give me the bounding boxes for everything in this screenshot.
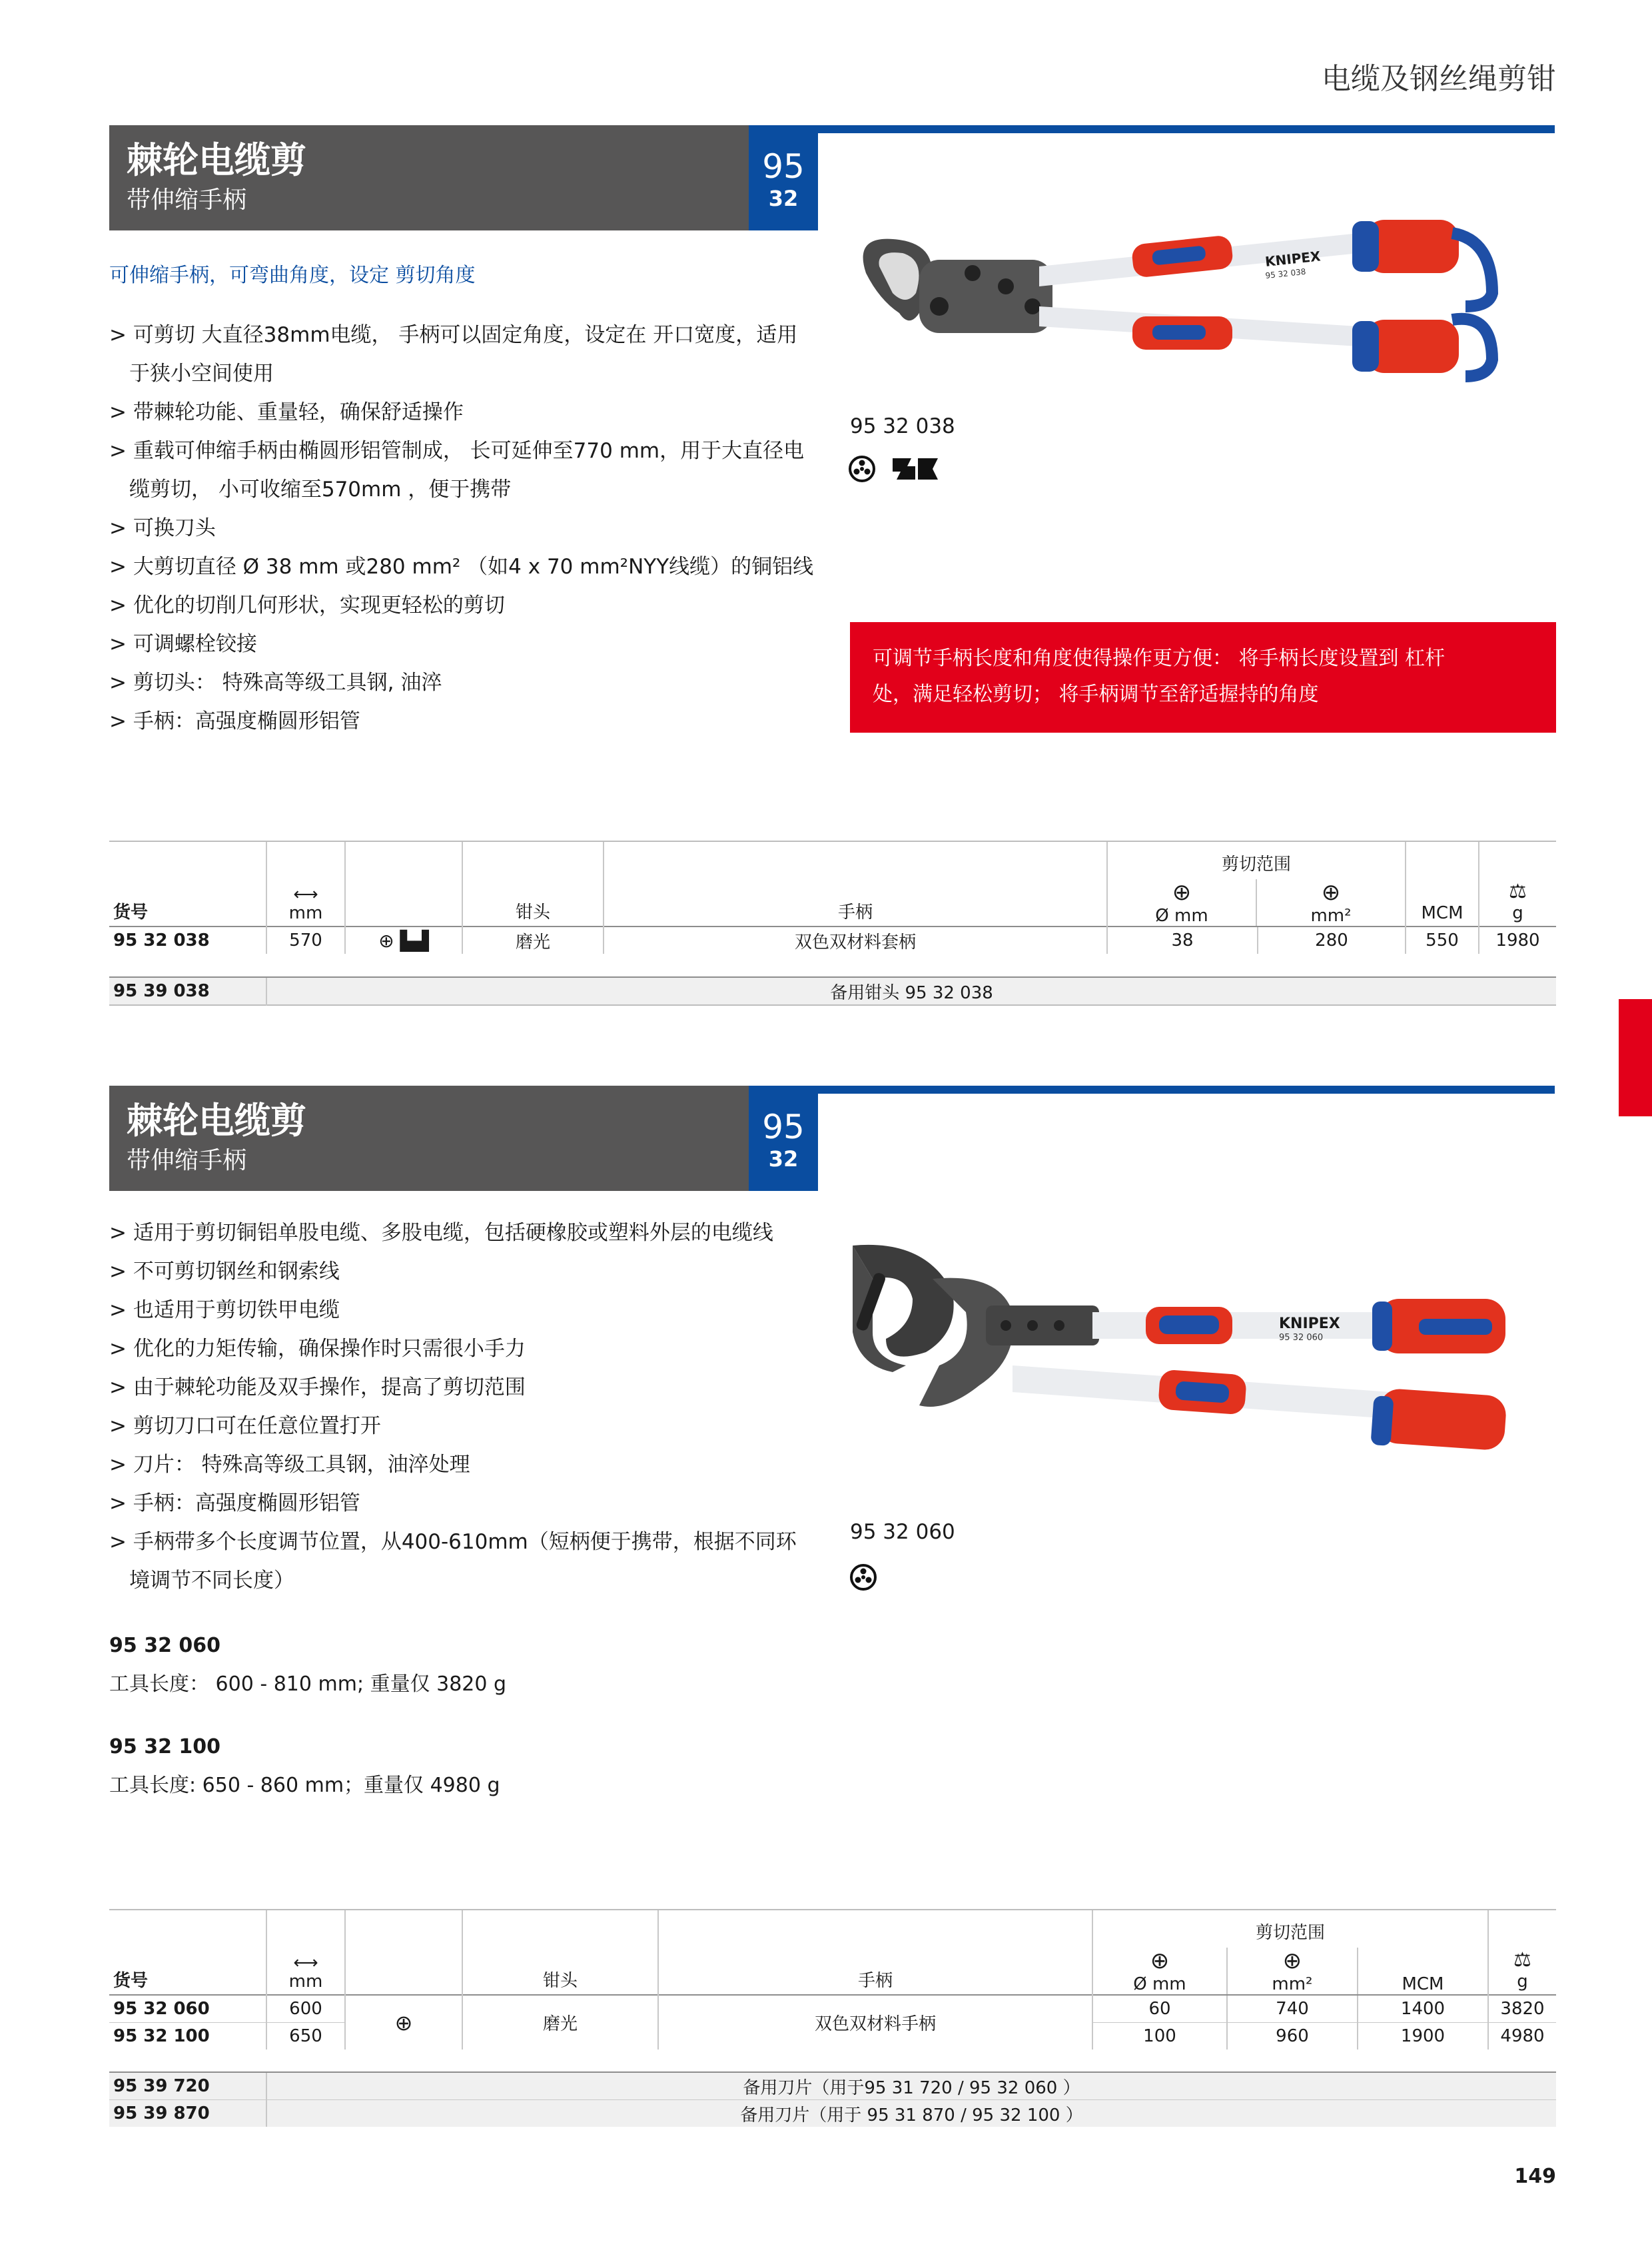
col-length	[266, 1910, 345, 1995]
weight-unit: g	[1512, 903, 1523, 923]
section2-code-sub: 32	[768, 1146, 799, 1172]
cable-cutter-image-1	[839, 193, 1559, 420]
list-item: > 大剪切直径 Ø 38 mm 或280 mm² （如4 x 70 mm²NYY线缆）的铜铝线	[109, 555, 814, 579]
col-article: 货号	[109, 841, 266, 927]
row-mcm: 1900	[1358, 2023, 1488, 2050]
callout-text: 可调节手柄长度和角度使得操作更方便： 将手柄长度设置到 杠杆处，满足轻松剪切； 将手柄调节至舒适握持的角度	[873, 647, 1446, 706]
col-handle: 手柄	[658, 1910, 1092, 1995]
table-row	[109, 2072, 1556, 2100]
section2-spec-table	[109, 1909, 1556, 2050]
row-head: 磨光	[462, 1995, 658, 2050]
row-symbols-icon: ⊕ ▙▟	[345, 927, 462, 954]
spare-desc: 备用刀片（用于 95 31 870 / 95 32 100 ）	[266, 2100, 1556, 2127]
list-item: > 可剪切 大直径38mm电缆， 手柄可以固定角度，设定在 开口宽度，适用于狭小空间使用	[109, 323, 798, 386]
section1-feature-line: 可伸缩手柄，可弯曲角度，设定 剪切角度	[109, 264, 476, 287]
list-item: > 优化的力矩传输，确保操作时只需很小手力	[109, 1337, 526, 1361]
list-item: > 适用于剪切铜铝单股电缆、多股电缆，包括硬橡胶或塑料外层的电缆线	[109, 1221, 773, 1245]
table-row	[109, 2100, 1556, 2127]
section1-spec-table	[109, 841, 1556, 954]
col-article: 货号	[109, 1910, 266, 1995]
variant2-code: 95 32 100	[109, 1735, 221, 1758]
variant1-code: 95 32 060	[109, 1634, 221, 1657]
col-length	[266, 841, 345, 927]
row-article: 95 32 100	[109, 2023, 266, 2050]
cut-range-group	[1107, 841, 1406, 927]
spare-article: 95 39 038	[109, 977, 266, 1005]
spare-desc: 备用刀片（用于95 31 720 / 95 32 060 ）	[266, 2072, 1556, 2100]
arrow-left-right-icon: ⟷	[293, 1953, 318, 1973]
cut-range-label: 剪切范围	[1221, 855, 1291, 875]
arrow-left-right-icon: ⟷	[293, 885, 318, 905]
length-unit: mm	[288, 903, 323, 923]
col-head: 钳头	[462, 841, 604, 927]
chapter-tab	[1619, 999, 1652, 1116]
row-diameter: 60	[1092, 1995, 1227, 2023]
col-handle: 手柄	[604, 841, 1107, 927]
col-diameter	[1093, 1948, 1226, 1994]
section2-code-main: 95	[762, 1108, 805, 1146]
row-symbols-icon: ⊕	[345, 1995, 462, 2050]
row-article: 95 32 038	[109, 927, 266, 954]
section1-title: 棘轮电缆剪	[127, 139, 306, 181]
section2-bullet-list	[109, 1214, 815, 1600]
section2-variant2	[109, 1728, 500, 1805]
section1-code-box	[749, 125, 818, 230]
row-diameter: 100	[1092, 2023, 1227, 2050]
section1-spare-table	[109, 976, 1556, 1006]
row-diameter: 38	[1107, 927, 1258, 954]
col-mcm: MCM	[1406, 841, 1479, 927]
col-diameter	[1108, 879, 1256, 926]
list-item: > 手柄：高强度椭圆形铝管	[109, 709, 360, 733]
scale-icon: ⚖	[1513, 1948, 1531, 1972]
diameter-unit: Ø mm	[1133, 1974, 1186, 1994]
section1-title-box	[109, 125, 749, 230]
mcm-label: MCM	[1402, 1974, 1444, 1994]
row-length: 600	[266, 1995, 345, 2023]
length-unit: mm	[288, 1972, 323, 1992]
cable-round-icon: ⊕	[1282, 1948, 1302, 1974]
section2-title: 棘轮电缆剪	[127, 1100, 306, 1142]
table-row	[109, 927, 1556, 954]
spare-desc: 备用钳头 95 32 038	[266, 977, 1556, 1005]
list-item: > 重载可伸缩手柄由椭圆形铝管制成， 长可延伸至770 mm，用于大直径电缆剪切， 小可收缩至570mm ，便于携带	[109, 439, 805, 502]
list-item: > 由于棘轮功能及双手操作，提高了剪切范围	[109, 1375, 526, 1399]
tool1-code: 95 32 038	[1264, 266, 1307, 280]
section2-product-code: 95 32 060	[850, 1520, 955, 1544]
col-area	[1256, 879, 1405, 926]
row-weight: 1980	[1479, 927, 1556, 954]
area-unit: mm²	[1272, 1974, 1313, 1994]
row-mcm: 1400	[1358, 1995, 1488, 2023]
section2-variant1	[109, 1627, 506, 1704]
list-item: > 剪切头： 特殊高等级工具钢, 油淬	[109, 671, 442, 695]
section1-product-code: 95 32 038	[850, 414, 955, 438]
scale-icon: ⚖	[1509, 880, 1527, 903]
row-area: 960	[1227, 2023, 1358, 2050]
diameter-unit: Ø mm	[1155, 906, 1208, 926]
section1-callout	[850, 622, 1556, 733]
col-symbols	[345, 1910, 462, 1995]
row-area: 280	[1258, 927, 1406, 954]
cutting-symbols-icon	[849, 454, 942, 484]
row-article: 95 32 060	[109, 1995, 266, 2023]
row-area: 740	[1227, 1995, 1358, 2023]
weight-unit: g	[1517, 1972, 1528, 1992]
list-item: > 优化的切削几何形状，实现更轻松的剪切	[109, 593, 505, 617]
list-item: > 带棘轮功能、重量轻，确保舒适操作	[109, 400, 464, 424]
spare-article: 95 39 720	[109, 2072, 266, 2100]
list-item: > 刀片： 特殊高等级工具钢，油淬处理	[109, 1453, 470, 1477]
list-item: > 手柄：高强度椭圆形铝管	[109, 1491, 360, 1515]
list-item: > 不可剪切钢丝和钢索线	[109, 1260, 340, 1284]
cable-cutter-image-2	[846, 1232, 1559, 1485]
page-number: 149	[1514, 2165, 1556, 2188]
cable-round-icon: ⊕	[1150, 1948, 1170, 1974]
cable-round-icon: ⊕	[1172, 879, 1192, 906]
section2-spare-table	[109, 2071, 1556, 2127]
section1-bullet-list	[109, 316, 815, 741]
variant2-spec: 工具长度: 650 - 860 mm；重量仅 4980 g	[109, 1774, 500, 1797]
list-item: > 可换刀头	[109, 516, 216, 540]
col-symbols	[345, 841, 462, 927]
col-weight	[1488, 1910, 1556, 1995]
row-length: 650	[266, 2023, 345, 2050]
section2-title-box	[109, 1086, 749, 1191]
row-length: 570	[266, 927, 345, 954]
row-mcm: 550	[1406, 927, 1479, 954]
list-item: > 剪切刀口可在任意位置打开	[109, 1414, 381, 1438]
spare-article: 95 39 870	[109, 2100, 266, 2127]
tool1-brand: KNIPEX	[1264, 248, 1322, 270]
table-row	[109, 977, 1556, 1005]
section1-code-main: 95	[762, 147, 805, 186]
list-item: > 可调螺栓铰接	[109, 632, 257, 656]
section2-blue-rule	[818, 1086, 1555, 1094]
section2-subtitle: 带伸缩手柄	[127, 1147, 247, 1174]
cut-range-label: 剪切范围	[1255, 1923, 1325, 1943]
section1-subtitle: 带伸缩手柄	[127, 187, 247, 214]
row-weight: 3820	[1488, 1995, 1556, 2023]
variant1-spec: 工具长度： 600 - 810 mm; 重量仅 3820 g	[109, 1673, 507, 1696]
tool2-brand: KNIPEX	[1279, 1315, 1340, 1332]
row-head: 磨光	[462, 927, 604, 954]
table-row	[109, 1995, 1556, 2023]
section2-code-box	[749, 1086, 818, 1191]
row-weight: 4980	[1488, 2023, 1556, 2050]
cable-round-icon	[849, 1563, 878, 1592]
section1-code-sub: 32	[768, 186, 799, 211]
list-item: > 手柄带多个长度调节位置，从400-610mm（短柄便于携带，根据不同环境调节不同长度）	[109, 1530, 797, 1593]
col-area	[1226, 1948, 1357, 1994]
row-handle: 双色双材料套柄	[604, 927, 1107, 954]
cable-round-icon: ⊕	[1321, 879, 1341, 906]
col-head: 钳头	[462, 1910, 658, 1995]
cut-range-group	[1092, 1910, 1488, 1995]
section1-blue-rule	[818, 125, 1555, 133]
col-weight	[1479, 841, 1556, 927]
area-unit: mm²	[1310, 906, 1352, 926]
row-handle: 双色双材料手柄	[658, 1995, 1092, 2050]
list-item: > 也适用于剪切铁甲电缆	[109, 1298, 340, 1322]
page-category: 电缆及钢丝绳剪钳	[1322, 62, 1556, 96]
tool2-code: 95 32 060	[1279, 1333, 1324, 1343]
col-mcm	[1357, 1948, 1487, 1994]
